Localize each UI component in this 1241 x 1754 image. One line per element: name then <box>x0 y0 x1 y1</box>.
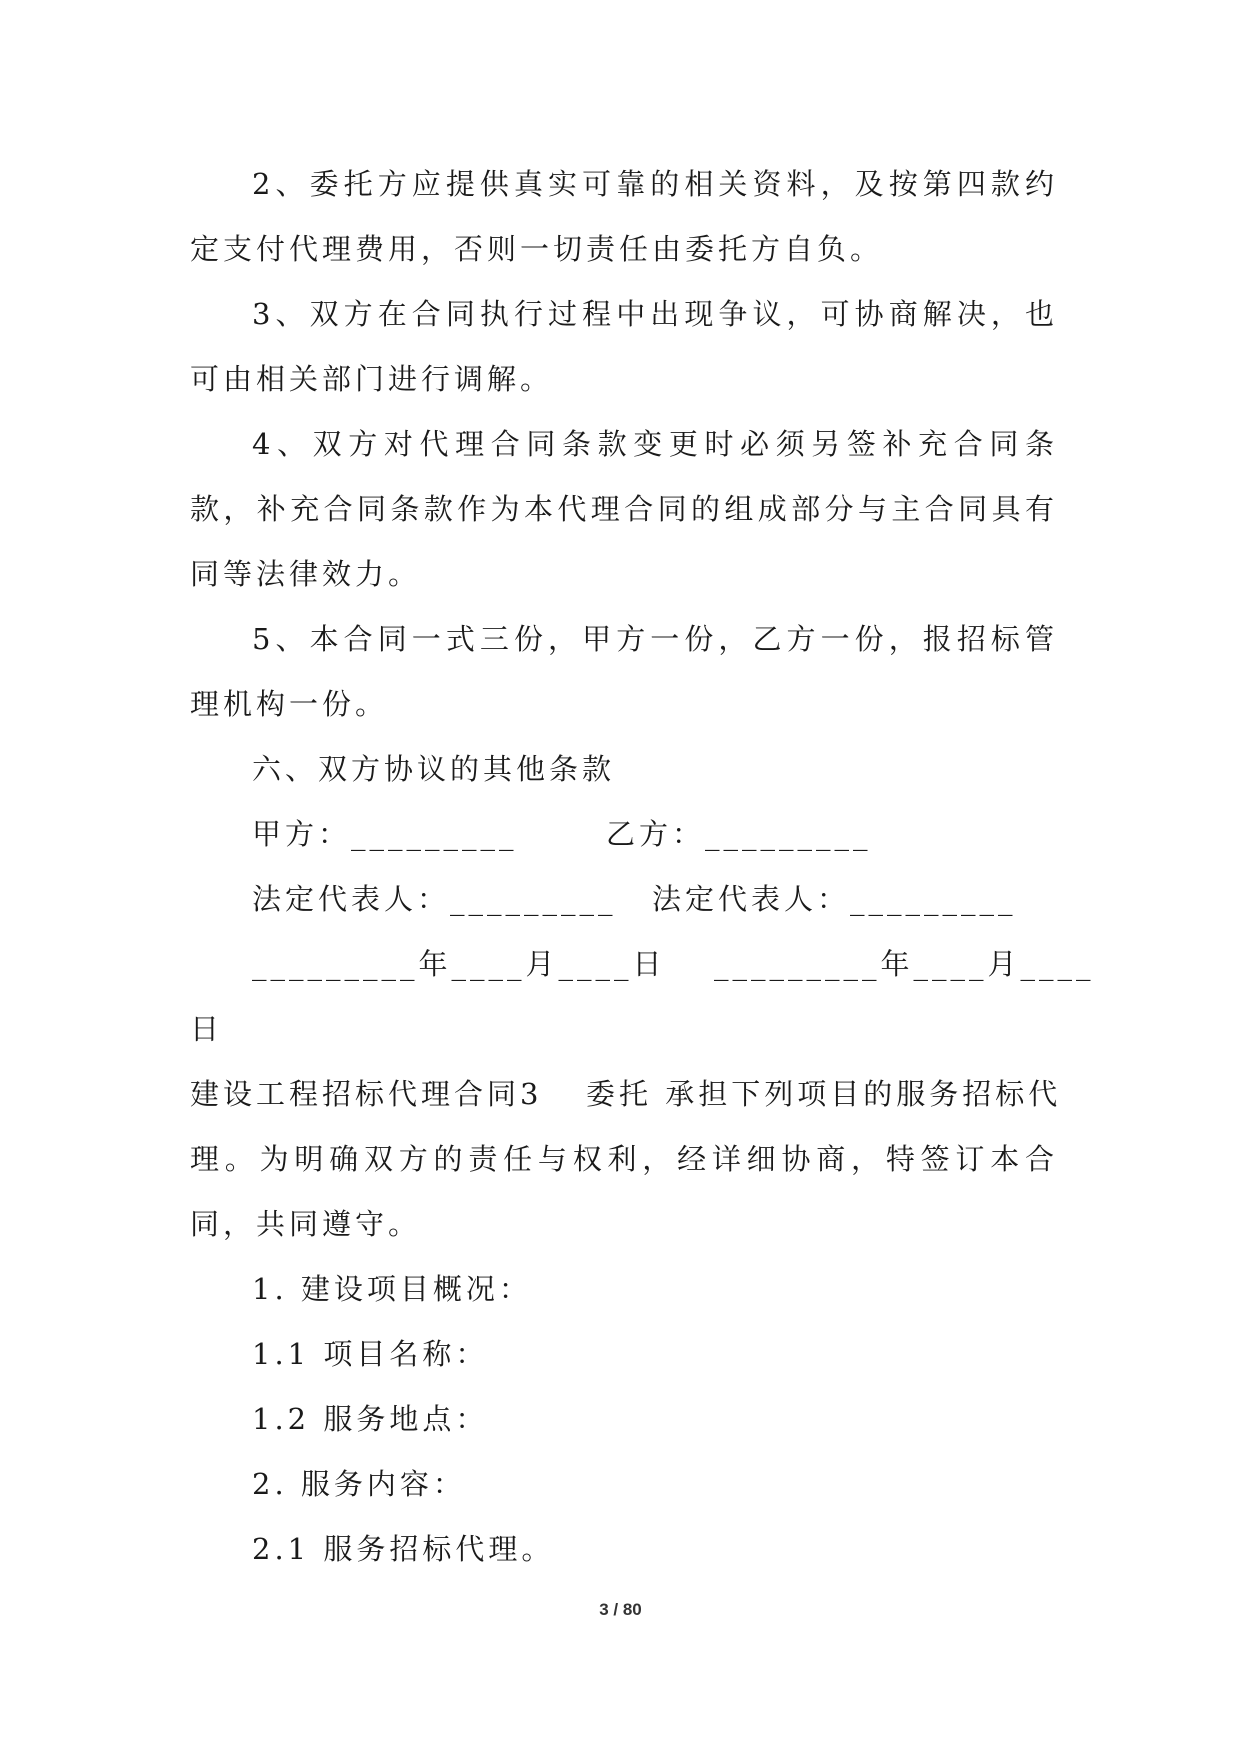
list-item: 1.1 项目名称： <box>252 1337 489 1371</box>
clause-paragraph: 5、本合同一式三份，甲方一份，乙方一份，报招标管理机构一份。 <box>190 622 1058 721</box>
section-heading: 六、双方协议的其他条款 <box>252 752 616 786</box>
date-b-tail: 日 <box>190 1012 224 1046</box>
document-body <box>190 152 1095 1582</box>
party-b-field: 乙方：_________ <box>606 817 872 851</box>
contract-title: 建设工程招标代理合同3 <box>190 1077 543 1111</box>
date-row <box>190 932 1095 997</box>
page-number: 3 / 80 <box>599 1600 642 1619</box>
list-item: 1.2 服务地点： <box>252 1402 489 1436</box>
clause-paragraph: 4、双方对代理合同条款变更时必须另签补充合同条款，补充合同条款作为本代理合同的组成部分与主合同具有同等法律效力。 <box>190 427 1058 591</box>
contract-intro: 理。为明确双方的责任与权利，经详细协商，特签订本合同，共同遵守。 <box>190 1142 1058 1241</box>
clause-paragraph: 2、委托方应提供真实可靠的相关资料，及按第四款约定支付代理费用，否则一切责任由委托方自负。 <box>190 167 1058 266</box>
clause-paragraph: 3、双方在合同执行过程中出现争议，可协商解决，也可由相关部门进行调解。 <box>190 297 1058 396</box>
date-a-field: _________年____月____日 <box>252 947 666 981</box>
representative-row <box>190 867 1058 932</box>
party-a-field: 甲方：_________ <box>252 817 518 851</box>
rep-b-field: 法定代表人：_________ <box>652 882 1017 916</box>
date-b-field: _________年____月____ <box>714 947 1095 981</box>
list-item: 2.1 服务招标代理。 <box>252 1532 555 1566</box>
list-item: 1. 建设项目概况： <box>252 1272 532 1306</box>
contract-title-line <box>190 1062 1062 1127</box>
party-row <box>190 802 1058 867</box>
contract-intro-start: 委托 承担下列项目的服务招标代 <box>586 1077 1062 1111</box>
list-item: 2. 服务内容： <box>252 1467 466 1501</box>
rep-a-field: 法定代表人：_________ <box>252 882 617 916</box>
